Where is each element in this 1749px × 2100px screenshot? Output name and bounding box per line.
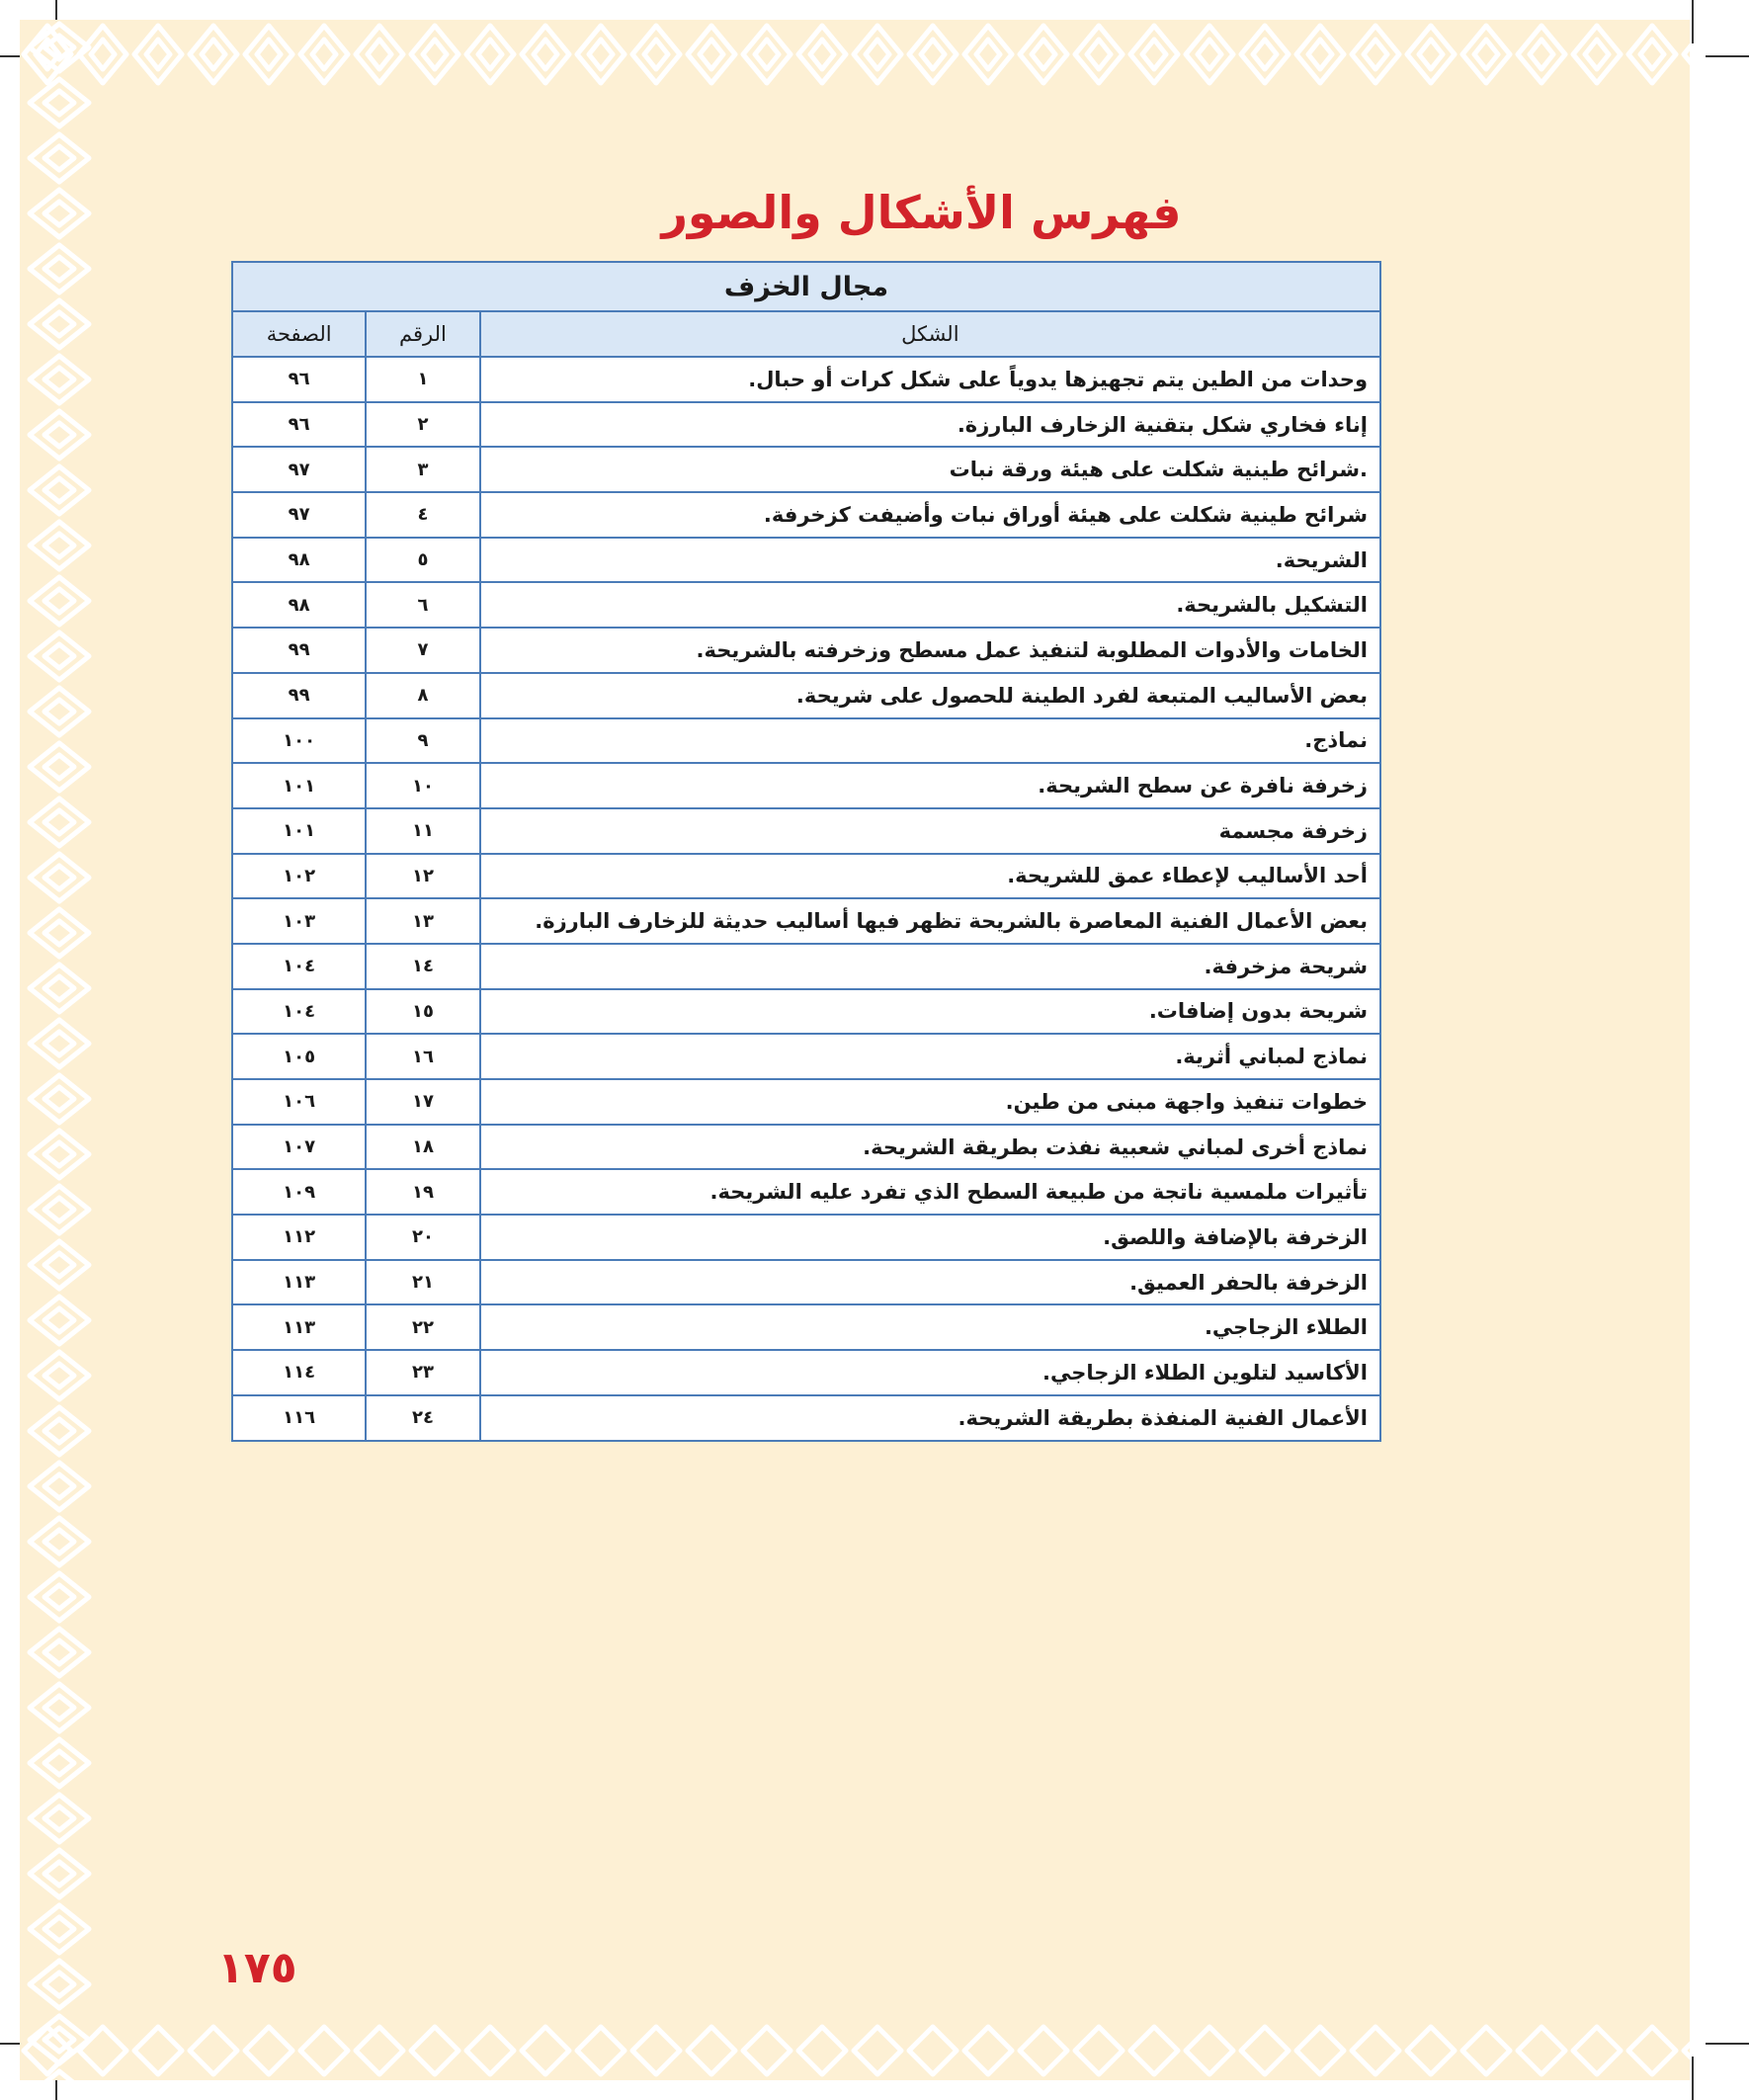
table-row <box>232 1350 1380 1395</box>
table-row <box>232 1215 1380 1260</box>
shape-cell: تأثيرات ملمسية ناتجة من طبيعة السطح الذي تفرد عليه الشريحة. <box>480 1169 1380 1215</box>
shape-cell: بعض الأساليب المتبعة لفرد الطينة للحصول على شريحة. <box>480 673 1380 718</box>
figures-index-table <box>231 261 1381 1442</box>
page-cell: ١١٢ <box>232 1215 366 1260</box>
number-cell: ٢ <box>366 402 479 448</box>
page-cell: ١١٤ <box>232 1350 366 1395</box>
lattice-border-top-icon <box>20 20 1690 89</box>
number-cell: ٢٣ <box>366 1350 479 1395</box>
number-cell: ١٩ <box>366 1169 479 1215</box>
shape-cell: زخرفة نافرة عن سطح الشريحة. <box>480 763 1380 808</box>
number-cell: ١٥ <box>366 989 479 1035</box>
number-cell: ١٢ <box>366 854 479 899</box>
number-cell: ١٦ <box>366 1034 479 1079</box>
table-row <box>232 1260 1380 1305</box>
table-row <box>232 673 1380 718</box>
table-row <box>232 492 1380 538</box>
page-cell: ١١٣ <box>232 1260 366 1305</box>
section-title: مجال الخزف <box>232 262 1380 311</box>
table-row <box>232 1079 1380 1125</box>
shape-cell: الزخرفة بالإضافة واللصق. <box>480 1215 1380 1260</box>
shape-cell: وحدات من الطين يتم تجهيزها يدوياً على شكل كرات أو حبال. <box>480 357 1380 402</box>
number-cell: ٢٤ <box>366 1395 479 1441</box>
table-row <box>232 402 1380 448</box>
page-cell: ٩٦ <box>232 402 366 448</box>
page-cell: ١٠١ <box>232 808 366 854</box>
column-header-number: الرقم <box>366 311 479 357</box>
shape-cell: شرائح طينية شكلت على هيئة أوراق نبات وأضيفت كزخرفة. <box>480 492 1380 538</box>
page-cell: ٩٧ <box>232 492 366 538</box>
table-row <box>232 628 1380 673</box>
table-row <box>232 989 1380 1035</box>
number-cell: ٣ <box>366 447 479 492</box>
number-cell: ١٤ <box>366 944 479 989</box>
page <box>20 20 1690 2080</box>
number-cell: ١١ <box>366 808 479 854</box>
number-cell: ١٠ <box>366 763 479 808</box>
table-row <box>232 763 1380 808</box>
shape-cell: الأعمال الفنية المنفذة بطريقة الشريحة. <box>480 1395 1380 1441</box>
shape-cell: الطلاء الزجاجي. <box>480 1304 1380 1350</box>
crop-mark-icon <box>1692 2057 1694 2100</box>
page-cell: ١٠٢ <box>232 854 366 899</box>
page-cell: ١٠٩ <box>232 1169 366 1215</box>
shape-cell: بعض الأعمال الفنية المعاصرة بالشريحة تظهر فيها أساليب حديثة للزخارف البارزة. <box>480 898 1380 944</box>
shape-cell: أحد الأساليب لإعطاء عمق للشريحة. <box>480 854 1380 899</box>
number-cell: ٢٠ <box>366 1215 479 1260</box>
shape-cell: التشكيل بالشريحة. <box>480 582 1380 628</box>
column-header-page: الصفحة <box>232 311 366 357</box>
number-cell: ٩ <box>366 718 479 764</box>
crop-mark-icon <box>1706 55 1749 57</box>
page-cell: ٩٨ <box>232 582 366 628</box>
table-row <box>232 447 1380 492</box>
page-cell: ١٠٠ <box>232 718 366 764</box>
column-header-shape: الشكل <box>480 311 1380 357</box>
page-cell: ١٠٣ <box>232 898 366 944</box>
table-row <box>232 582 1380 628</box>
page-cell: ٩٦ <box>232 357 366 402</box>
number-cell: ٢٢ <box>366 1304 479 1350</box>
page-title: فهرس الأشكال والصور <box>661 186 1182 239</box>
shape-cell: إناء فخاري شكل بتقنية الزخارف البارزة. <box>480 402 1380 448</box>
table-row <box>232 1395 1380 1441</box>
shape-cell: .شرائح طينية شكلت على هيئة ورقة نبات <box>480 447 1380 492</box>
page-cell: ١٠١ <box>232 763 366 808</box>
lattice-border-left-icon <box>20 20 99 2080</box>
table-body <box>232 357 1380 1441</box>
table-row <box>232 1125 1380 1170</box>
shape-cell: الزخرفة بالحفر العميق. <box>480 1260 1380 1305</box>
table-row <box>232 1169 1380 1215</box>
shape-cell: زخرفة مجسمة <box>480 808 1380 854</box>
page-cell: ١٠٤ <box>232 989 366 1035</box>
shape-cell: الأكاسيد لتلوين الطلاء الزجاجي. <box>480 1350 1380 1395</box>
page-cell: ١٠٤ <box>232 944 366 989</box>
lattice-border-bottom-icon <box>20 2021 1690 2080</box>
number-cell: ٦ <box>366 582 479 628</box>
page-cell: ١١٣ <box>232 1304 366 1350</box>
number-cell: ٤ <box>366 492 479 538</box>
shape-cell: نماذج لمباني أثرية. <box>480 1034 1380 1079</box>
number-cell: ١٧ <box>366 1079 479 1125</box>
number-cell: ٨ <box>366 673 479 718</box>
crop-mark-icon <box>1706 2043 1749 2045</box>
number-cell: ٥ <box>366 538 479 583</box>
table-row <box>232 944 1380 989</box>
page-cell: ٩٨ <box>232 538 366 583</box>
shape-cell: شريحة بدون إضافات. <box>480 989 1380 1035</box>
shape-cell: خطوات تنفيذ واجهة مبنى من طين. <box>480 1079 1380 1125</box>
table-row <box>232 1304 1380 1350</box>
page-cell: ٩٩ <box>232 673 366 718</box>
page-cell: ٩٧ <box>232 447 366 492</box>
page-number: ١٧٥ <box>217 1943 297 1993</box>
table-row <box>232 357 1380 402</box>
number-cell: ١ <box>366 357 479 402</box>
shape-cell: نماذج أخرى لمباني شعبية نفذت بطريقة الشريحة. <box>480 1125 1380 1170</box>
number-cell: ٧ <box>366 628 479 673</box>
page-cell: ١٠٧ <box>232 1125 366 1170</box>
page-cell: ٩٩ <box>232 628 366 673</box>
table-row <box>232 854 1380 899</box>
table-row <box>232 808 1380 854</box>
page-cell: ١٠٥ <box>232 1034 366 1079</box>
table-row <box>232 1034 1380 1079</box>
page-cell: ١١٦ <box>232 1395 366 1441</box>
number-cell: ١٨ <box>366 1125 479 1170</box>
number-cell: ١٣ <box>366 898 479 944</box>
shape-cell: نماذج. <box>480 718 1380 764</box>
table-row <box>232 538 1380 583</box>
shape-cell: الخامات والأدوات المطلوبة لتنفيذ عمل مسطح وزخرفته بالشريحة. <box>480 628 1380 673</box>
shape-cell: الشريحة. <box>480 538 1380 583</box>
page-cell: ١٠٦ <box>232 1079 366 1125</box>
table-row <box>232 718 1380 764</box>
table-row <box>232 898 1380 944</box>
crop-mark-icon <box>1692 0 1694 43</box>
shape-cell: شريحة مزخرفة. <box>480 944 1380 989</box>
number-cell: ٢١ <box>366 1260 479 1305</box>
